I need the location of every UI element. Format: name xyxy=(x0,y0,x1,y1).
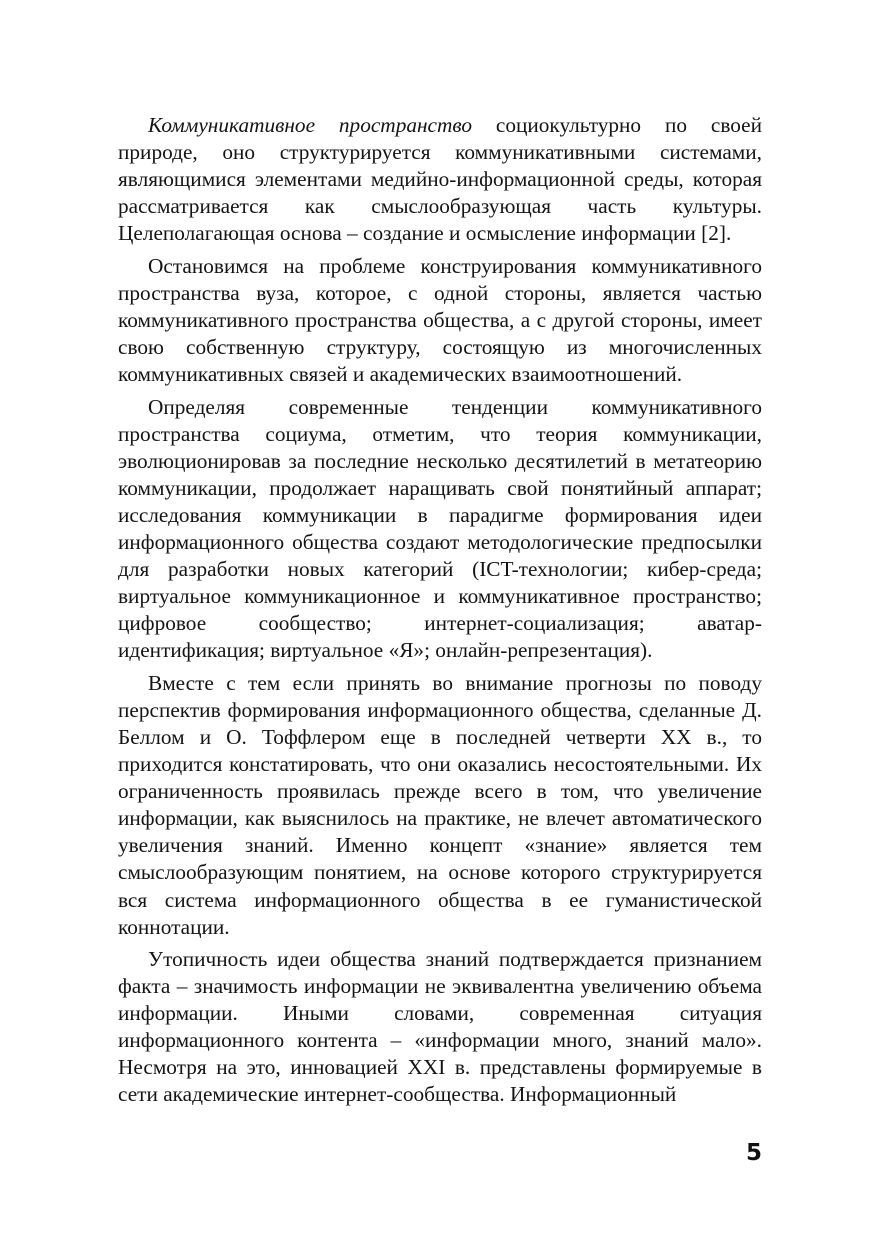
paragraph-4: Вместе с тем если принять во внимание прогнозы по поводу перспектив формирования информационного общества, сделанные Д. Беллом и О. Тоффлером еще в последней четверти XX в., то приходится констатировать, что они оказались несостоятельными. Их ограниченность проявилась прежде всего в том, что увеличение информации, как выяснилось на практике, не влечет автоматического увеличения знаний. Именно концепт «знание» является тем смыслообразующим понятием, на основе которого структурируется вся система информационного общества в ее гуманистической коннотации. xyxy=(118,670,762,939)
paragraph-5: Утопичность идеи общества знаний подтверждается признанием факта – значимость информации не эквивалентна увеличению объема информации. Иными словами, современная ситуация информационного контента – «информации много, знаний мало». Несмотря на это, инновацией XXI в. представлены формируемые в сети академические интернет-сообщества. Информационный xyxy=(118,947,762,1107)
paragraph-1 xyxy=(118,112,762,247)
italic-term: Коммуникативное пространство xyxy=(148,113,472,137)
paragraph-2: Остановимся на проблеме конструирования коммуникативного пространства вуза, которое, с одной стороны, является частью коммуникативного пространства общества, а с другой стороны, имеет свою собственную структуру, состоящую из многочисленных коммуникативных связей и академических взаимоотношений. xyxy=(118,253,762,387)
paragraph-3: Определяя современные тенденции коммуникативного пространства социума, отметим, что теория коммуникации, эволюционировав за последние несколько десятилетий в метатеорию коммуникации, продолжает наращивать свой понятийный аппарат; исследования коммуникации в парадигме формирования идеи информационного общества создают методологические предпосылки для разработки новых категорий (ICT-технологии; кибер-среда; виртуальное коммуникационное и коммуникативное пространство; цифровое сообщество; интернет-социализация; аватар-идентификация; виртуальное «Я»; онлайн-репрезентация). xyxy=(118,394,762,663)
body-text xyxy=(118,112,762,1114)
page-number: 5 xyxy=(745,1140,762,1166)
paragraph-1-text: социокультурно по своей природе, оно структурируется коммуникативными системами, являющимися элементами медийно-информационной среды, которая рассматривается как смыслообразующая часть культуры. Целеполагающая основа – создание и осмысление информации [2]. xyxy=(118,113,762,246)
